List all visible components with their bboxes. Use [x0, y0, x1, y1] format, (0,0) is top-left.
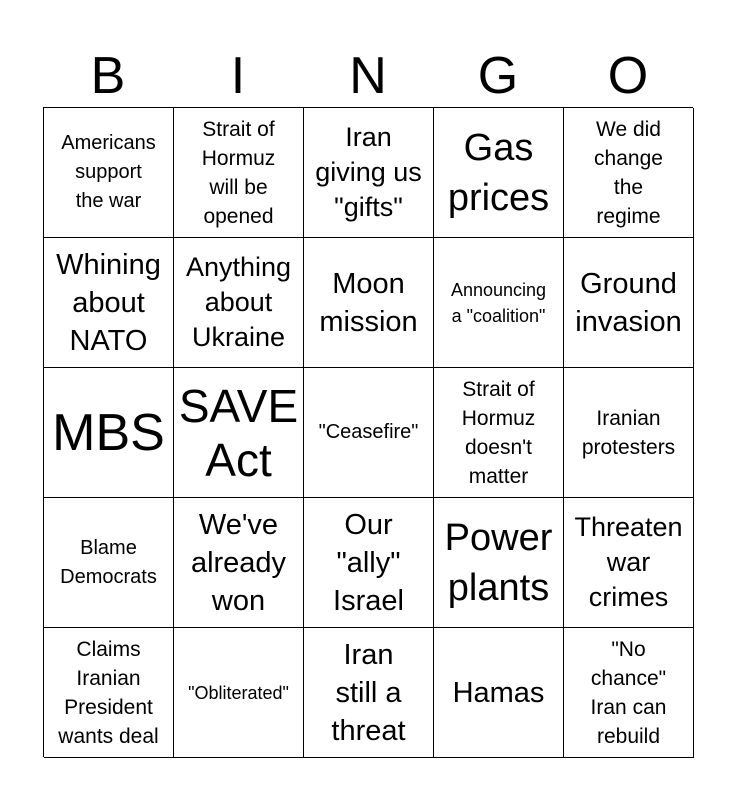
- cell-label: "No chance" Iran can rebuild: [590, 637, 667, 748]
- bingo-cell[interactable]: [44, 498, 174, 628]
- bingo-cell[interactable]: [564, 108, 694, 238]
- bingo-cell[interactable]: [434, 498, 564, 628]
- cell-label: MBS: [52, 403, 165, 462]
- cell-label: Gas prices: [447, 126, 550, 219]
- bingo-cell[interactable]: [44, 108, 174, 238]
- header-letter-n: N: [349, 47, 387, 105]
- cell-label: Ground invasion: [575, 267, 682, 338]
- cell-label: Power plants: [444, 516, 553, 609]
- cell-label: Announcing a "coalition": [450, 279, 547, 326]
- cell-label: Strait of Hormuz will be opened: [201, 117, 276, 228]
- bingo-cell[interactable]: [174, 238, 304, 368]
- bingo-cell[interactable]: [304, 238, 434, 368]
- cell-label: Blame Democrats: [60, 536, 157, 588]
- bingo-cell[interactable]: [174, 108, 304, 238]
- cell-label: "Obliterated": [188, 682, 289, 703]
- header-letter-b: B: [90, 47, 126, 105]
- bingo-cell[interactable]: [44, 628, 174, 758]
- cell-label: Iran giving us "gifts": [315, 122, 422, 222]
- cell-label: Whining about NATO: [56, 248, 161, 357]
- bingo-cell[interactable]: [434, 108, 564, 238]
- cell-label: Americans support the war: [61, 132, 156, 212]
- bingo-cell[interactable]: [304, 498, 434, 628]
- cell-label: Moon mission: [319, 267, 418, 338]
- cell-label: Hamas: [452, 676, 545, 709]
- cell-label: We did change the regime: [594, 117, 663, 228]
- header-letter-i: I: [230, 47, 246, 105]
- cell-label: "Ceasefire": [318, 421, 419, 443]
- cell-label: Iran still a threat: [331, 638, 406, 747]
- bingo-cell[interactable]: [564, 498, 694, 628]
- bingo-cell[interactable]: [434, 238, 564, 368]
- cell-label: Our "ally" Israel: [333, 508, 404, 617]
- bingo-cell[interactable]: [44, 238, 174, 368]
- cell-label: SAVE Act: [178, 379, 299, 486]
- bingo-cell[interactable]: [174, 628, 304, 758]
- cell-label: Iranian protesters: [581, 406, 676, 459]
- cell-label: We've already won: [190, 508, 287, 617]
- bingo-cell[interactable]: [44, 368, 174, 498]
- bingo-cell[interactable]: [434, 368, 564, 498]
- bingo-cell[interactable]: [304, 368, 434, 498]
- bingo-cell[interactable]: [174, 368, 304, 498]
- header-letter-o: O: [607, 47, 649, 105]
- cell-label: Claims Iranian President wants deal: [58, 637, 159, 748]
- bingo-cell[interactable]: [564, 368, 694, 498]
- cell-label: Strait of Hormuz doesn't matter: [461, 377, 536, 488]
- bingo-cell[interactable]: [564, 238, 694, 368]
- bingo-cell[interactable]: [564, 628, 694, 758]
- cell-label: Anything about Ukraine: [185, 252, 292, 352]
- bingo-cell[interactable]: [174, 498, 304, 628]
- bingo-cell[interactable]: [304, 628, 434, 758]
- bingo-cell[interactable]: [434, 628, 564, 758]
- cell-label: Threaten war crimes: [574, 512, 683, 612]
- header-letter-g: G: [477, 47, 519, 105]
- bingo-header: [43, 44, 693, 108]
- bingo-cell[interactable]: [304, 108, 434, 238]
- bingo-card: [43, 107, 693, 757]
